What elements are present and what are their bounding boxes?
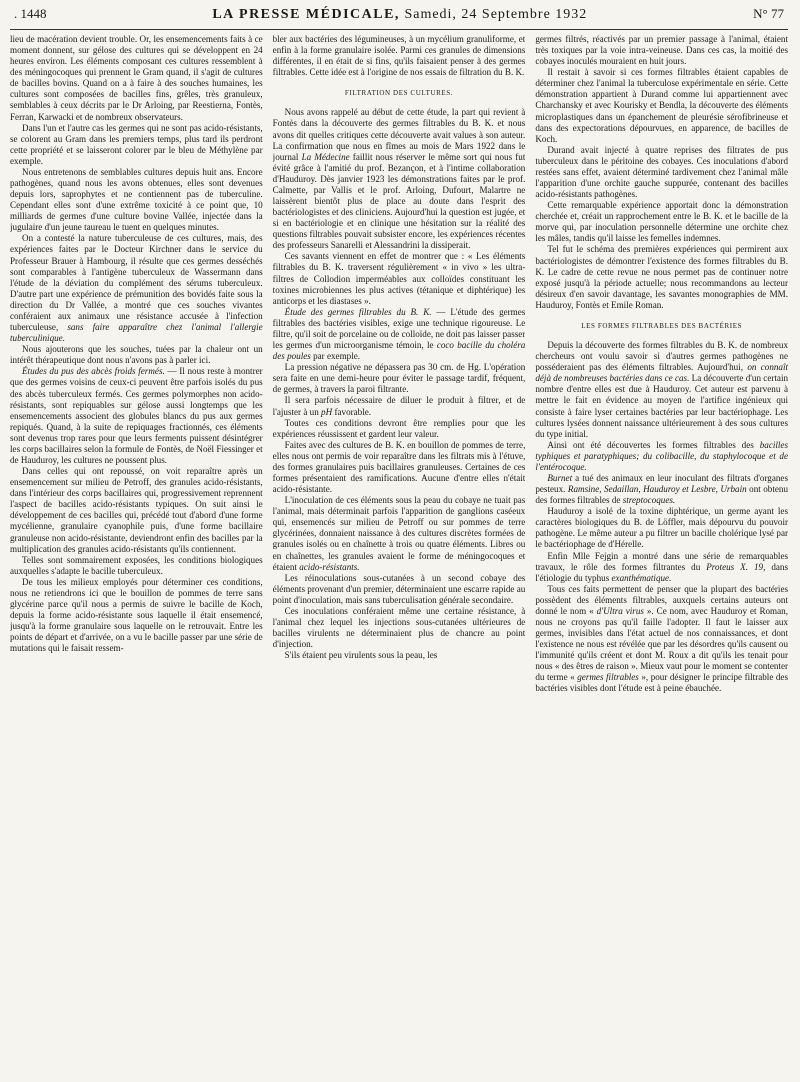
issue-date: Samedi, 24 Septembre 1932 <box>404 7 588 22</box>
paragraph: Toutes ces conditions devront être remplies pour que les expériences réussissent et gardent leur valeur. <box>272 417 526 439</box>
paragraph-text: On a contesté la nature tuberculeuse de ces cultures, mais, des expériences faites par le Docteur Kirchner dans le service du Professeur Brauer à Hambourg, il résulte que ces germes desséchés sont comparables à l'antigène tuberculeux de Wassermann dans l'étude de la déviation du complément des sérums tuberculeux. D'autre part une expérience de prémunition des bovidés faite sous la direction du Dr Vallée, a montré que ces souches vivantes conféraient aux animaux une résistance accusée à l'infection tuberculeuse, <box>10 233 263 333</box>
paragraph <box>535 551 788 584</box>
paragraph <box>273 395 526 417</box>
italic-text: on connaît déjà de nombreuses bactéries dans ce cas. <box>535 362 788 384</box>
section-heading: LES FORMES FILTRABLES DES BACTÉRIES <box>581 321 743 330</box>
page-number: . 1448 <box>14 6 47 21</box>
paragraph <box>10 366 263 466</box>
paragraph <box>10 233 263 344</box>
column-3 <box>535 34 788 1078</box>
paragraph-text: — L'étude des germes filtrables des bactéries visibles, exige une technique rigoureuse. Le filtre, qu'il soit de porcelaine ou de colloïde, ne doit pas laisser passer les germes d'un microorganisme témoin, le <box>272 306 526 351</box>
paragraph <box>273 495 526 573</box>
italic-text: Proteus X. 19, <box>706 561 766 572</box>
paragraph-text: favorable. <box>334 406 372 417</box>
column-2 <box>273 34 526 1078</box>
paragraph: Telles sont sommairement exposées, les conditions biologiques auxquelles s'adapte le bacille tuberculeux. <box>10 554 263 576</box>
paragraph: Durand avait injecté à quatre reprises des filtrates de pus tuberculeux dans le péritoine des cobayes. Ces inoculations d'abord restées sans effet, avaient déterminé tardivement chez l'animal mâle l'apparition d'une orchite gauche suppurée, contenant des bacilles acido-résistants pathogènes. <box>535 144 788 200</box>
author-name: Burnet <box>547 472 573 483</box>
paragraph-text: Il sera parfois nécessaire de diluer le produit à filtrer, et de l'ajuster à un <box>272 395 526 417</box>
paragraph: De tous les milieux employés pour déterminer ces conditions, nous ne retiendrons ici que le bouillon de pommes de terre sans glycérine parce qu'il nous a permis de suivre le bacille de Koch, depuis la forme acido-résistante sous laquelle il était ensemencé, jusqu'à la forme granulaire sous laquelle on le retrouvait. Entre les points de départ et d'arrivée, on a vu le bacille passer par une série de mutations qui le faisait ressem- <box>10 576 263 654</box>
journal-reference: La Médecine <box>301 151 350 162</box>
paragraph: germes filtrés, réactivés par un premier passage à l'animal, étaient très toxiques par la voie intra-veineuse. Dans ces cas, la moitié des cobayes inoculés mouraient en huit jours. <box>535 34 788 67</box>
paragraph-text: a tué des animaux en leur inoculant des filtrats d'organes pesteux. <box>535 472 788 495</box>
italic-text: exanthématique. <box>611 572 672 583</box>
paragraph: Hauduroy a isolé de la toxine diphtérique, un germe ayant les caractères biologiques du B. de Löffler, mais dépourvu du pouvoir pathogène. Le même auteur a pu filtrer un bacille cholérique lysé par le bactériophage de d'Hérelle. <box>535 506 788 550</box>
paragraph <box>535 473 788 506</box>
paragraph <box>273 107 526 251</box>
paragraph-text: Enfin Mlle Fejgin a montré dans une série de remarquables travaux, le rôle des formes filtrantes du <box>535 550 788 572</box>
paragraph-text: Tous ces faits permettent de penser que la plupart des bactéries possèdent des éléments filtrables, auxquels certains auteurs ont donné le nom « <box>535 583 788 616</box>
paragraph: Dans l'un et l'autre cas les germes qui ne sont pas acido-résistants, se colorent au Gram dans les premiers temps, plus tard ils perdront cette propriété et se laisseront colorer par le bleu de Méthylène par exemple. <box>10 122 263 166</box>
paragraph <box>535 440 788 473</box>
italic-text: pH <box>321 406 333 417</box>
section-subtitle: Études du pus des abcès froids fermés. <box>22 366 165 377</box>
paragraph: Ces inoculations conféraient même une certaine résistance, à l'animal chez lequel les injections sous-cutanées ultérieures de bacilles virulents ne déterminaient plus de chancre au point d'injection. <box>272 605 526 650</box>
dash-text: — Il <box>164 366 185 377</box>
paragraph-text: par exemple. <box>313 351 361 362</box>
paragraph-text: », pour désigner le principe filtrable des bactéries visibles dont l'étude est à peine ébauchée. <box>535 672 788 694</box>
paragraph-text: Ainsi ont été découvertes les formes filtrables des <box>547 439 754 450</box>
paragraph: Dans celles qui ont repoussé, on voit reparaître après un ensemencement sur milieu de Petroff, des granules acido-résistants, dans l'intérieur des corps bacillaires qui, progressivement reprennent l'aspect de bacilles acido-résistants typiques. On suit ainsi le développement de ces bacilles qui, précédé tout d'abord d'une forme mycélienne, granulaire cyanophile puis, d'une forme bacillaire granuleuse non acido-résistante, deviendront enfin des bacilles par la multiplication des granules acido-résistants qu'ils contiennent. <box>10 466 263 554</box>
italic-text: d'Ultra virus <box>596 605 644 616</box>
section-heading: FILTRATION DES CULTURES. <box>344 89 454 98</box>
italic-text: coco bacille du choléra des poules <box>272 340 526 362</box>
paragraph-text: faillit nous réserver le même sort qui nous fut évité grâce à l'amitié du prof. Bezançon, et à l'intime collaboration d'Hauduroy. Dès janvier 1923 les démonstrations faites par le prof. Calmette, par Vallis et le prof. Arloing, Dufourt, Malartre ne laissèrent bientôt plus de place au doute dans l'esprit des bactériologistes et des cliniciens. Aujourd'hui la question est jugée, et si en bactériologie et en clinique une hésitation sur la réalité des questions filtrables pouvait subsister encore, les expériences récentes des professeurs Sanarelli et Alessandrini la dissiperait. <box>272 151 526 251</box>
paragraph: Faites avec des cultures de B. K. en bouillon de pommes de terre, elles nous ont permis de voir reparaître dans les filtrats mis à l'étuve, des formes granulaires puis bacillaires granuleuses. Certaines de ces formes présentaient des ramifications. Aucune d'entre elles n'était acido-résistante. <box>272 439 526 495</box>
italic-text: acido-résistants. <box>299 561 360 572</box>
italic-text: streptocoques. <box>622 495 676 506</box>
paragraph: Cette remarquable expérience apportait donc la démonstration cherchée et, créait un rapprochement entre le B. K. et le bacille de la morve qui, par inoculation personnelle détermine une orchite chez les mâles, tandis qu'il laisse les femelles indemnes. <box>535 200 788 244</box>
italic-text: bacilles typhiques et paratyphiques; du colibacille, du staphylocoque et de l'entérocoque. <box>535 439 788 472</box>
paragraph <box>535 340 788 440</box>
journal-title-line <box>212 7 587 23</box>
journal-name: LA PRESSE MÉDICALE, <box>212 7 400 22</box>
paragraph: lieu de macération devient trouble. Or, les ensemencements faits à ce moment donnent, sur gélose des cultures qui se développent en 24 heures environ. Les éléments composant ces cultures ressemblent à des méningocoques qui prennent le Gram quand, il s'agit de cultures de bacilles bovins. Quand on a à faire à des souches humaines, les cultures sont composées de bacilles fins, grêles, très granuleux, semblables à ceux décrits par le Dr Arloing, par Reestierna, Fontès, Ferran, Karwacki et de nombreux observateurs. <box>10 34 263 122</box>
paragraph-text: L'inoculation de ces éléments sous la peau du cobaye ne tuait pas l'animal, mais déterminait parfois l'apparition de ganglions caséeux qui, ensemencés sur milieu de Petroff ou sur pommes de terre glycérinées, donnaient naissance à des cultures discrètes formées de granules isolés ou en chaînette à trois ou quatre éléments. Libres ou en chaînettes, les granules avaient le forme de méningocoques et étaient <box>272 495 526 572</box>
paragraph-text: dans l'étiologie du typhus <box>535 561 788 583</box>
paragraph-text: Depuis la découverte des formes filtrables du B. K. de nombreux chercheurs ont voulu savoir si d'autres germes pathogènes ne posséderaient pas des éléments filtrables. Aujourd'hui, <box>535 340 788 373</box>
paragraph-text: La découverte d'un certain nombre d'entre elles est due à Hauduroy. Cet auteur est parvenu à mettre le fait en évidence au moyen de l'artifice ingénieux qui consiste à faire lyser certaines bactéries par leur bactériophage. Les cultures lysées donnent naissance ultérieurement à des sous cultures du type initial. <box>535 373 788 439</box>
paragraph: Ces savants viennent en effet de montrer que : « Les éléments filtrables du B. K. traversent régulièrement « in vivo » les ultra-filtres de Collodion imperméables aux colloïdes constituant les toxines microbiennes les plus actives (tétanique et diphtérique) les anticorps et les diastases ». <box>272 251 526 306</box>
paragraph: Nous entretenons de semblables cultures depuis huit ans. Encore pathogènes, quand nous les avons obtenues, elles sont devenues depuis lors, saprophytes et ne contiennent pas de tuberculine. Cependant elles sont d'une extrême toxicité à ce point que, 10 milliards de germes d'une culture bovine Vallée, injectée dans la jugulaire d'un jeune taureau le tuent en quelques minutes. <box>10 166 263 233</box>
paragraph: bler aux bactéries des légumineuses, à un mycélium granuliforme, et enfin à la forme granulaire isolée. Parmi ces granules de dimensions différentes, il en était de si fins, qu'ils faisaient penser à des germes filtrables. Cette idée est à l'origine de nos essais de filtration du B. K. <box>272 34 526 78</box>
paragraph: Nous ajouterons que les souches, tuées par la chaleur ont un intérêt thérapeutique dont nous n'avons pas à parler ici. <box>10 344 263 366</box>
paragraph-text: nous reste à montrer que des germes voisins de ceux-ci peuvent être parfois isolés du pus des abcès tuberculeux fermés. Ces germes polymorphes non acido-résistants, sont repiquables sur gélose aussi longtemps que les ensemencements associent des globules blancs du pus aux germes repiqués. Quand, à la suite de repiquages fractionnés, ces éléments sont devenus trop rares pour que leurs ferments puissent désintégrer les corps bacillaires selon la formule de Fontès, de Noël Fiessinger et de Hauduroy, les cultures ne poussent plus. <box>10 366 263 465</box>
paragraph: La pression négative ne dépassera pas 30 cm. de Hg. L'opération sera faite en une demi-heure pour éviter le passage tardif, fréquent, de germes, à travers la paroi filtrante. <box>272 362 526 395</box>
section-subtitle: Étude des germes filtrables du B. K. <box>284 306 432 317</box>
article-columns <box>10 34 788 1078</box>
author-names: Ramsine, Sedaillan, Hauduroy et Lesbre, Urbain <box>567 484 747 495</box>
italic-text: sans faire apparaître chez l'animal l'allergie tuberculinique. <box>10 322 263 344</box>
paragraph-text: ont obtenu des formes filtrables de <box>535 484 788 506</box>
italic-text: germes filtrables <box>577 672 639 683</box>
column-1 <box>10 34 263 1078</box>
paragraph <box>535 584 788 695</box>
paragraph: Les réinoculations sous-cutanées à un second cobaye des éléments provenant d'un premier, déterminaient une escarre rapide au point d'inoculation, mais sans tuberculisation générale secondaire. <box>272 572 526 605</box>
masthead <box>10 6 788 30</box>
issue-number: N° 77 <box>753 6 784 21</box>
paragraph <box>273 307 526 362</box>
paragraph: S'ils étaient peu virulents sous la peau, les <box>284 650 438 661</box>
paragraph-text: ». Ce nom, avec Hauduroy et Roman, nous ne croyons pas qu'il faille l'adopter. Il faut le laisser aux germes, invisibles dans l'état actuel de nos connaissances, et dont l'existence ne nous est révélée que par les désordres qu'ils causent ou l'immunité qu'ils créent et dont M. Roux a dit qu'ils les tenait pour nous « des êtres de raison ». Mieux vaut pour le moment se contenter du terme « <box>535 605 788 683</box>
paragraph-text: Nous avons rappelé au début de cette étude, la part qui revient à Fontès dans la découverte des germes filtrables du B. K. et nous avons dit quelles critiques cette découverte avait values à son auteur. La confirmation que nous en fîmes au mois de Mars 1922 dans le journal <box>272 107 526 162</box>
paragraph: Tel fut le schéma des premières expériences qui permirent aux bactériologistes de démontrer l'existence des formes filtrables du B. K. Le cadre de cette revue ne nous permet pas de continuer notre exposé jusqu'à la période actuelle; nous recommandons au lecteur désireux d'en savoir davantage, les savantes monographies de MM. Hauduroy, Fontès et Emile Roman. <box>535 244 788 310</box>
paragraph: Il restait à savoir si ces formes filtrables étaient capables de déterminer chez l'animal la tuberculose expérimentale en série. Cette démonstration appartient à Durand comme lui appartiennent avec Charchansky et avec Kourisky et Bendla, la découverte des éléments microplastiques dans un épanchement de pleurésie sérofibrineuse et dans des expectorations dépourvues, en apparence, de bacilles de Koch. <box>535 67 788 144</box>
